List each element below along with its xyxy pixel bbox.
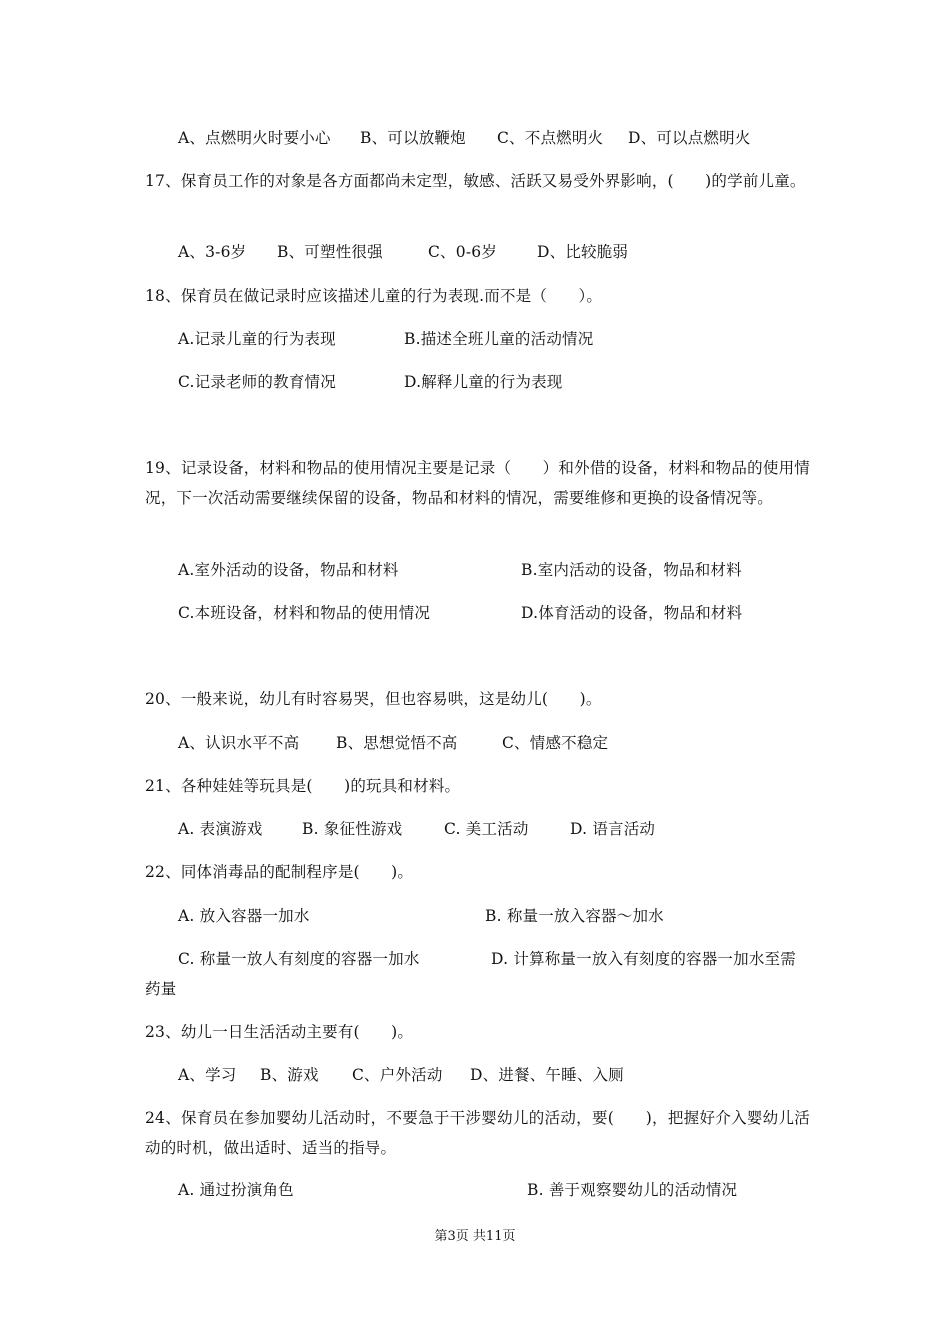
q22-option-d: D. 计算称量一放入有刻度的容器一加水至需药量 (145, 950, 796, 998)
q17-option-d: D、比较脆弱 (537, 243, 629, 261)
q22-question: 22、同体消毒品的配制程序是( )。 (145, 863, 414, 881)
q23-question: 23、幼儿一日生活活动主要有( )。 (145, 1023, 414, 1041)
q22-option-c: C. 称量一放人有刻度的容器一加水 (178, 950, 420, 968)
q17-option-b: B、可塑性很强 (277, 243, 383, 261)
q18-option-d: D.解释儿童的行为表现 (404, 373, 563, 391)
q23-option-c: C、户外活动 (352, 1066, 443, 1084)
q16-option-b: B、可以放鞭炮 (360, 129, 466, 147)
q21-option-a: A. 表演游戏 (178, 820, 263, 838)
q22-option-b: B. 称量一放入容器～加水 (485, 907, 664, 925)
q16-option-c: C、不点燃明火 (497, 129, 604, 147)
q16-option-d: D、可以点燃明火 (628, 129, 751, 147)
q24-question: 24、保育员在参加婴幼儿活动时，不要急于干涉婴幼儿的活动，要( )，把握好介入婴幼儿活动的时机，做出适时、适当的指导。 (145, 1109, 810, 1157)
q20-option-b: B、思想觉悟不高 (336, 734, 458, 752)
q20-option-c: C、情感不稳定 (502, 734, 609, 752)
q18-option-c: C.记录老师的教育情况 (178, 373, 336, 391)
q17-option-a: A、3-6岁 (178, 243, 247, 261)
q20-option-a: A、认识水平不高 (178, 734, 300, 752)
q20-question: 20、一般来说，幼儿有时容易哭，但也容易哄，这是幼儿( )。 (145, 690, 602, 708)
q24-option-a: A. 通过扮演角色 (178, 1181, 294, 1199)
q21-option-c: C. 美工活动 (444, 820, 529, 838)
q23-option-d: D、进餐、午睡、入厕 (470, 1066, 624, 1084)
q16-option-a: A、点燃明火时要小心 (178, 129, 331, 147)
q18-option-a: A.记录儿童的行为表现 (178, 330, 336, 348)
q18-question: 18、保育员在做记录时应该描述儿童的行为表现.而不是（ ）。 (145, 287, 603, 305)
q23-option-a: A、学习 (178, 1066, 237, 1084)
q19-question: 19、记录设备，材料和物品的使用情况主要是记录（ ）和外借的设备，材料和物品的使用情况，下一次活动需要继续保留的设备，物品和材料的情况，需要维修和更换的设备情况等。 (145, 459, 810, 507)
q22-option-a: A. 放入容器一加水 (178, 907, 310, 925)
q19-option-b: B.室内活动的设备，物品和材料 (521, 561, 742, 579)
q19-option-a: A.室外活动的设备，物品和材料 (178, 561, 399, 579)
q21-option-d: D. 语言活动 (570, 820, 656, 838)
q21-option-b: B. 象征性游戏 (302, 820, 403, 838)
q17-question: 17、保育员工作的对象是各方面都尚未定型，敏感、活跃又易受外界影响，( )的学前儿童。 (145, 172, 806, 190)
q21-question: 21、各种娃娃等玩具是( )的玩具和材料。 (145, 777, 461, 795)
q24-option-b: B. 善于观察婴幼儿的活动情况 (527, 1181, 738, 1199)
q19-option-c: C.本班设备，材料和物品的使用情况 (178, 604, 431, 622)
q23-option-b: B、游戏 (260, 1066, 319, 1084)
q19-option-d: D.体育活动的设备，物品和材料 (521, 604, 743, 622)
q17-option-c: C、0-6岁 (428, 243, 498, 261)
page-footer: 第3页 共11页 (434, 1229, 516, 1244)
q18-option-b: B.描述全班儿童的活动情况 (404, 330, 594, 348)
